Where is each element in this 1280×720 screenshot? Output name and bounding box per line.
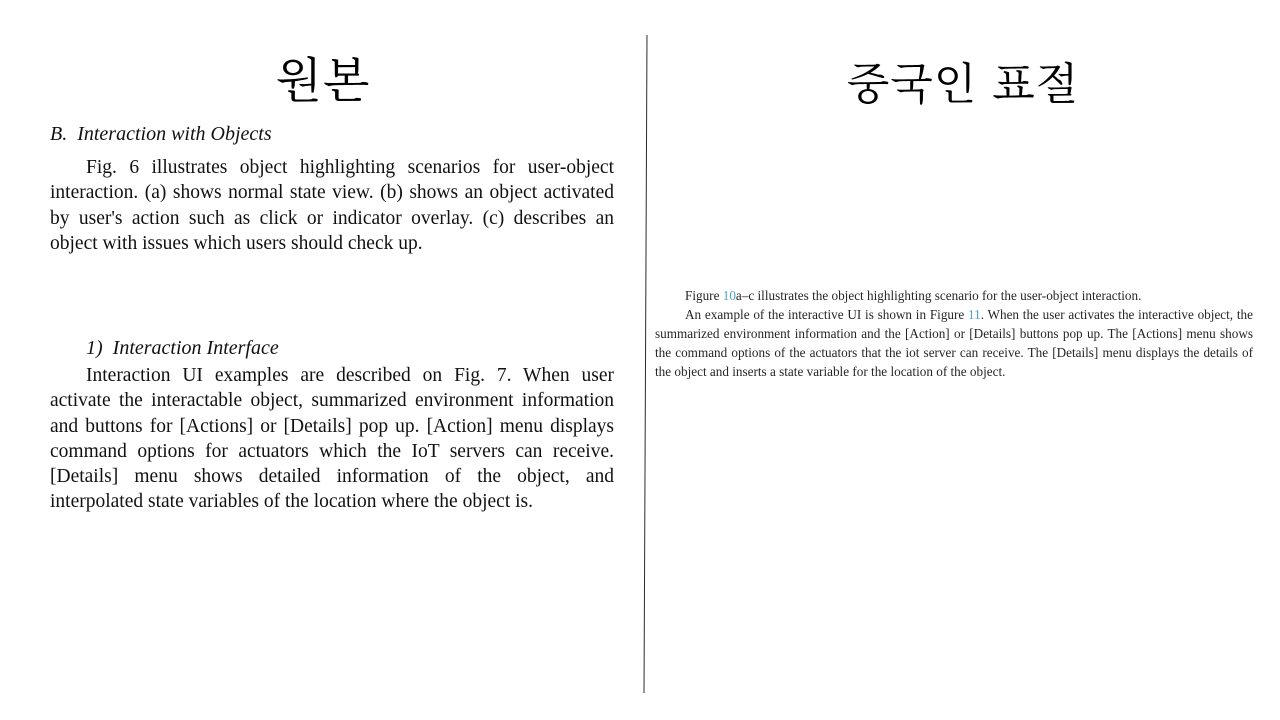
figure-10-link[interactable]: 10	[722, 288, 736, 303]
original-paragraph-2: Interaction UI examples are described on Fig. 7. When user activate the interactable object, summarized environment information and buttons for [Actions] or [Details] pop up. [Action] menu displays command options for actuators which the IoT servers can receive. [Details] menu shows detailed information of the object, and interpolated state variables of the location where the object is.	[50, 365, 614, 513]
plagiarism-text-block	[655, 286, 1253, 381]
paragraph-text: a–c illustrates the object highlighting scenario for the user-object interaction.	[735, 288, 1142, 303]
paragraph-text: Figure	[685, 288, 723, 303]
original-panel-title: 원본	[275, 53, 371, 109]
paragraph-text: An example of the interactive UI is shown in Figure	[685, 307, 969, 322]
section-heading: B. Interaction with Objects	[50, 123, 272, 145]
plagiarism-paragraph-1	[655, 286, 1253, 305]
plagiarism-panel	[646, 0, 1280, 720]
plagiarism-panel-title: 중국인 표절	[846, 59, 1080, 110]
plagiarism-paragraph-2	[655, 305, 1253, 381]
paragraph-text: . When the user activates the interactive object, the summarized environment information and the [Action] or [Details] buttons pop up. The [Actions] menu shows the command options of the actuators that the iot server can receive. The [Details] menu displays the details of the object and inserts a state variable for the location of the object.	[655, 307, 1253, 379]
figure-11-link[interactable]: 11	[968, 307, 981, 322]
subsection-heading: 1) Interaction Interface	[86, 337, 279, 359]
original-paragraph-1: Fig. 6 illustrates object highlighting scenarios for user-object interaction. (a) shows normal state view. (b) shows an object activated by user's action such as click or indicator overlay. (c) describes an object with issues which users should check up.	[50, 157, 614, 254]
